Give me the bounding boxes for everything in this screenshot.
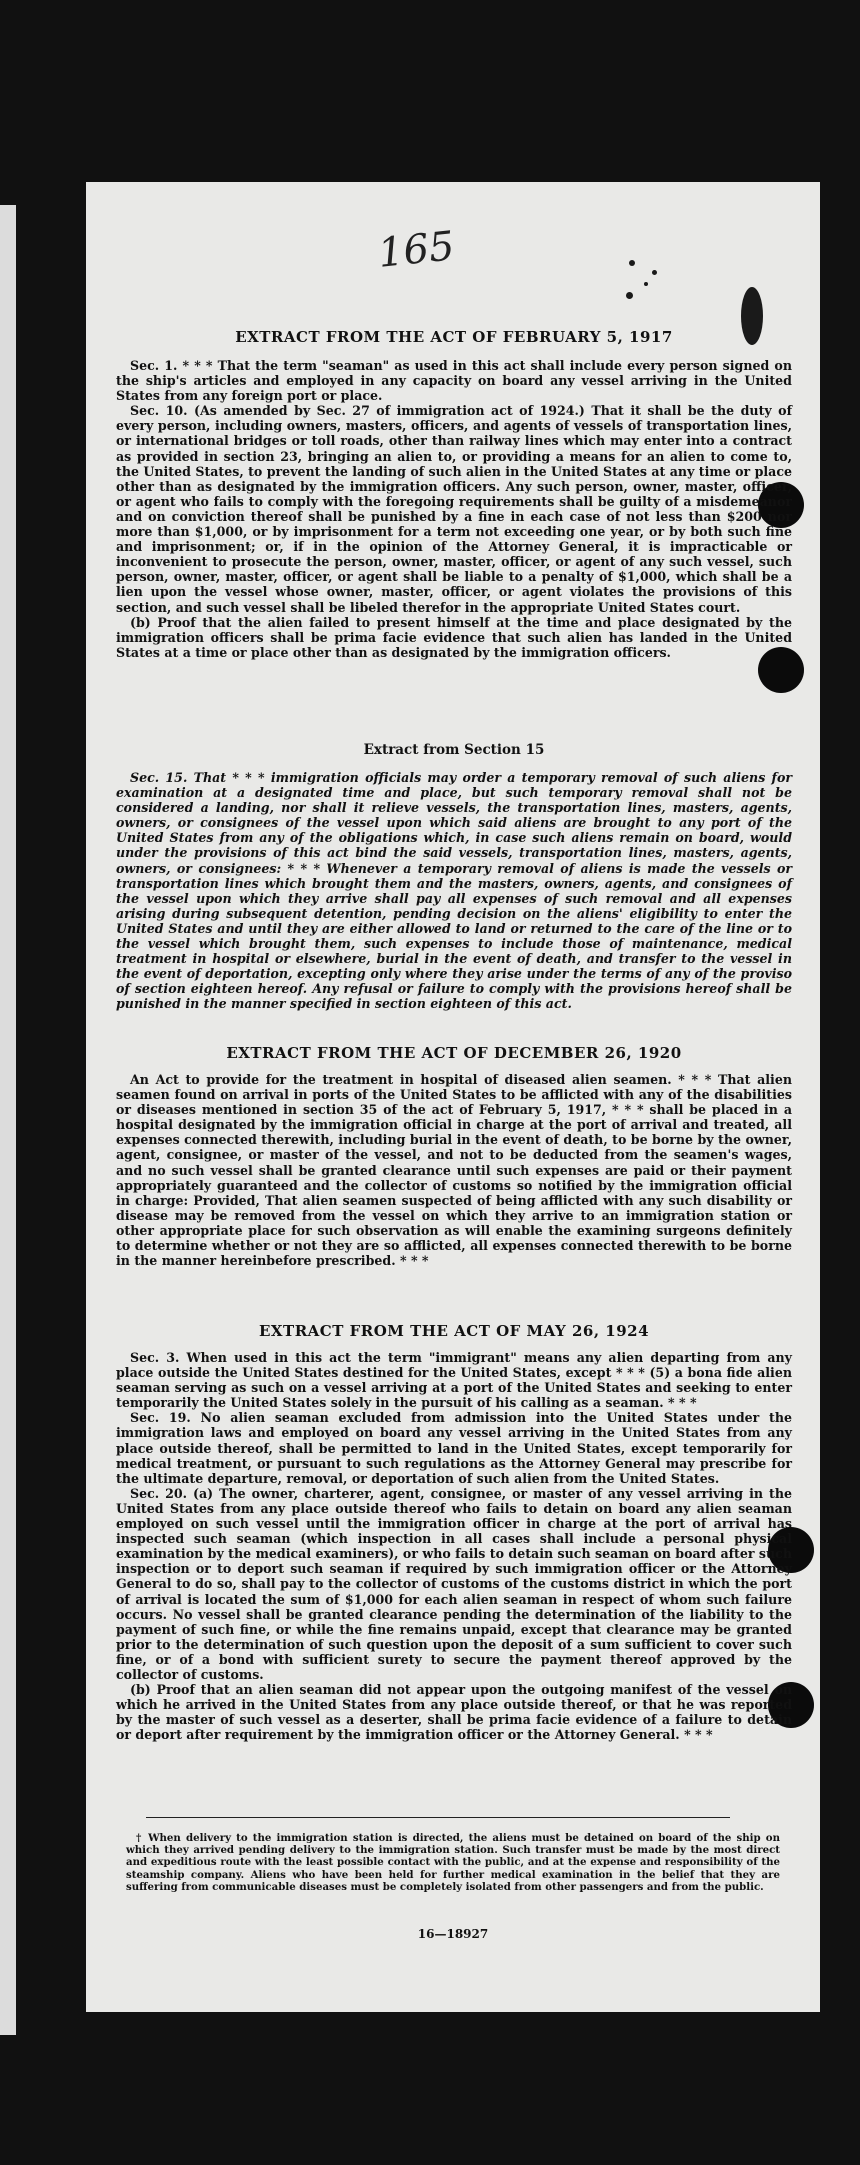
paragraph: An Act to provide for the treatment in hospital of diseased alien seamen. * * * That alien seamen found on arrival in ports of the United States to be afflicted with any of the disabilities or diseases mentioned in section 35 of the act of February 5, 1917, * * * shall be placed in a hospital designated by the immigration official in charge at the port of arrival and treated, all expenses connected therewith, including burial in the event of death, to be borne by the owner, agent, consignee, or master of the vessel, and not to be deducted from the seamen's wages, and no such vessel shall be granted clearance until such expenses are paid or their payment appropriately guaranteed and the collector of customs so notified by the immigration official in charge: Provided, That alien seamen suspected of being afflicted with any such disability or disease may be removed from the vessel on which they arrive to an immigration station or other appropriate place for such observation as will enable the examining surgeons definitely to determine whether or not they are so afflicted, all expenses connected therewith to be borne in the manner hereinbefore prescribed. * * * — [116, 1072, 792, 1269]
ink-speck — [626, 292, 633, 299]
section-title: EXTRACT FROM THE ACT OF DECEMBER 26, 1920 — [226, 1044, 682, 1062]
section-act-1924 — [116, 1322, 792, 1742]
footnote-divider — [146, 1817, 730, 1818]
ink-speck — [652, 270, 657, 275]
adjacent-page-edge — [0, 205, 16, 2035]
footnote-block — [126, 1832, 780, 1893]
paragraph: Sec. 1. * * * That the term "seaman" as used in this act shall include every person signed on the ship's articles and employed in any capacity on board any vessel arriving in the United States from any foreign port or place. — [116, 358, 792, 404]
ink-speck — [644, 282, 648, 286]
handwritten-page-number: 165 — [375, 223, 457, 277]
section-act-1920 — [116, 1044, 792, 1268]
paragraph: Sec. 10. (As amended by Sec. 27 of immigration act of 1924.) That it shall be the duty of every person, including owners, masters, officers, and agents of vessels of transportation lines, or international bridges or toll roads, other than railway lines which may enter into a contract as provided in section 23, bringing an alien to, or providing a means for an alien to come to, the United States, to prevent the landing of such alien in the United States at any time or place other than as designated by the immigration officers. Any such person, owner, master, officer, or agent who fails to comply with the foregoing requirements shall be guilty of a misdemeanor and on conviction thereof shall be punished by a fine in each case of not less than $200 nor more than $1,000, or by imprisonment for a term not exceeding one year, or by both such fine and imprisonment; or, if in the opinion of the Attorney General, it is impracticable or inconvenient to prosecute the person, owner, master, officer, or agent of any such vessel, such person, owner, master, officer, or agent shall be liable to a penalty of $1,000, which shall be a lien upon the vessel whose owner, master, officer, or agent violates the provisions of this section, and such vessel shall be libeled therefor in the appropriate United States court. — [116, 403, 792, 615]
section-act-1917 — [116, 328, 792, 660]
paragraph: Sec. 19. No alien seaman excluded from admission into the United States under the immigration laws and employed on board any vessel arriving in the United States from any place outside thereof, shall be permitted to land in the United States, except temporarily for medical treatment, or pursuant to such regulations as the Attorney General may prescribe for the ultimate departure, removal, or deportation of such alien from the United States. — [116, 1410, 792, 1486]
paragraph: Sec. 20. (a) The owner, charterer, agent, consignee, or master of any vessel arriving in the United States from any place outside thereof who fails to detain on board any alien seaman employed on such vessel until the immigration officer in charge at the port of arrival has inspected such seaman (which inspection in all cases shall include a personal physical examination by the medical examiners), or who fails to detain such seaman on board after such inspection or to deport such seaman if required by such immigration officer or the Attorney General to do so, shall pay to the collector of customs of the customs district in which the port of arrival is located the sum of $1,000 for each alien seaman in respect of whom such failure occurs. No vessel shall be granted clearance pending the determination of the liability to the payment of such fine, or while the fine remains unpaid, except that clearance may be granted prior to the determination of such question upon the deposit of a sum sufficient to cover such fine, or of a bond with sufficient surety to secure the payment thereof approved by the collector of customs. — [116, 1485, 792, 1682]
document-page — [86, 182, 820, 2012]
section-title: EXTRACT FROM THE ACT OF MAY 26, 1924 — [258, 1322, 650, 1340]
section-title: EXTRACT FROM THE ACT OF FEBRUARY 5, 1917 — [235, 328, 673, 346]
paragraph: Sec. 3. When used in this act the term "immigrant" means any alien departing from any place outside the United States destined for the United States, except * * * (5) a bona fide alien seaman serving as such on a vessel arriving at a port of the United States and seeking to enter temporarily the United States solely in the pursuit of his calling as a seaman. * * * — [116, 1350, 792, 1411]
footnote: † When delivery to the immigration station is directed, the aliens must be detained on board of the ship on which they arrived pending delivery to the immigration station. Such transfer must be made by the most direct and expeditious route with the least possible contact with the public, and at the expense and responsibility of the steamship company. Aliens who have been held for further medical examination in the belief that they are suffering from communicable diseases must be completely isolated from other passengers and from the public. — [126, 1832, 780, 1893]
paragraph: (b) Proof that the alien failed to present himself at the time and place designated by the immigration officers shall be prima facie evidence that such alien has landed in the United States at a time or place other than as designated by the immigration officers. — [116, 614, 792, 660]
paragraph: (b) Proof that an alien seaman did not appear upon the outgoing manifest of the vessel on which he arrived in the United States from any place outside thereof, or that he was reported by the master of such vessel as a deserter, shall be prima facie evidence of a failure to detain or deport after requirement by the immigration officer or the Attorney General. * * * — [116, 1682, 792, 1743]
section-title: Extract from Section 15 — [363, 742, 545, 758]
paragraph: Sec. 15. That * * * immigration officials may order a temporary removal of such aliens for examination at a designated time and place, but such temporary removal shall not be considered a landing, nor shall it relieve vessels, the transportation lines, masters, agents, owners, or consignees of the vessel upon which said aliens are brought to any port of the United States from any of the obligations which, in case such aliens remain on board, would under the provisions of this act bind the said vessels, transportation lines, masters, agents, owners, or consignees: * * * Whenever a temporary removal of aliens is made the vessels or transportation lines which brought them and the masters, owners, agents, and consignees of the vessel upon which they arrive shall pay all expenses of such removal and all expenses arising during subsequent detention, pending decision on the aliens' eligibility to enter the United States and until they are either allowed to land or returned to the care of the line or to the vessel which brought them, such expenses to include those of maintenance, medical treatment in hospital or elsewhere, burial in the event of death, and transfer to the vessel in the event of deportation, excepting only where they arise under the terms of any of the proviso of section eighteen hereof. Any refusal or failure to comply with the provisions hereof shall be punished in the manner specified in section eighteen of this act. — [116, 770, 792, 1012]
section-15-extract — [116, 742, 792, 1012]
ink-speck — [629, 260, 635, 266]
page-number: 16—18927 — [417, 1927, 489, 1941]
